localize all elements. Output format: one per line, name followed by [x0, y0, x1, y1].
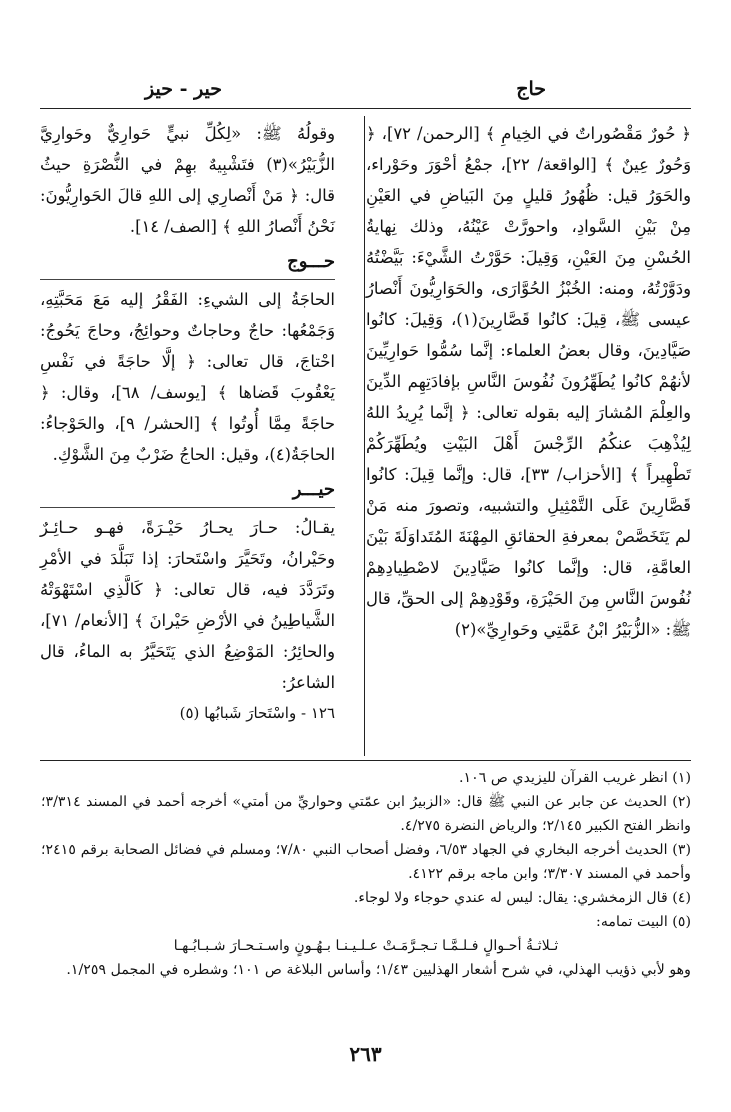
page-header-left: حير - حيز	[145, 78, 223, 100]
footnote: (٢) الحديث عن جابر عن النبي ﷺ قال: «الزبيرُ ابن عمّتي وحواريِّ من أمتي» أخرجه أحمد في المسند ٣/٣١٤؛ وانظر الفتح الكبير ٢/١٤٥؛ والرياض النضرة ٤/٢٧٥.	[41, 794, 691, 834]
footnote: (١) انظر غريب القرآن لليزيدي ص ١٠٦.	[458, 770, 691, 786]
left-column	[40, 118, 335, 729]
footnote: (٥) البيت تمامه:	[596, 914, 691, 930]
page-header-right: حاج	[516, 78, 546, 100]
footnote-rule	[40, 760, 691, 761]
footnotes	[41, 766, 691, 982]
footnote-verse: ثـلاثـةُ أحـوالٍ فـلـمَّـا تـجـرَّمَـتْ عـلـيـنـا بـهُـونٍ واسـتـحـارَ شـبـابُـهـا	[173, 938, 559, 954]
entry-text-hwj: الحاجَةُ إلى الشيءِ: الفَقْرُ إليه مَعَ مَحَبَّتِهِ، وَجَمْعُها: حاجٌ وحاجاتٌ وحوائِجُ، وحاجَ يَحُوجُ: احْتاجَ، قال تعالى: ﴿ إلَّا حاجَةً في نَفْسِ يَعْقُوبَ قَضاها ﴾ [يوسف/ ٦٨]، وقال: ﴿ حاجَةً مِمَّا أُوتُوا ﴾ [الحشر/ ٩]، والحَوْجاءُ: الحاجَةُ(٤)، وقيل: الحاجُ ضَرْبٌ مِنَ الشَّوْكِ.	[40, 290, 335, 464]
entry-text-hyr: يقـالُ: حـارَ يحـارُ حَيْـرَةً، فهـو حـائِـرٌ وحَيْرانُ، وتَحَيَّرَ واسْتَحارَ: إذا تَبَلَّدَ في الأمْرِ وتَرَدَّدَ فيه، قال تعالى: ﴿ كَالَّذِي اسْتَهْوَتْهُ الشَّياطِينُ في الأرْضِ حَيْرانَ ﴾ [الأنعام/ ٧١]، والحائِرُ: المَوْضِعُ الذي يَتَحَيَّرُ به الماءُ، قال الشاعرُ:	[40, 518, 335, 692]
right-column-text: ﴿ حُورٌ مَقْصُوراتٌ في الخِيامِ ﴾ [الرحمن/ ٧٢]، ﴿ وَحُورٌ عِينٌ ﴾ [الواقعة/ ٢٢]، جمْعُ أحْوَرَ وحَوْراء، والحَوَرُ قيل: ظُهُورُ قليلٍ مِنَ البَياضِ في العَيْنِ مِنْ بَيْنِ السَّوادِ، واحورَّتْ عَيْنُهُ، وذلك نِهايةُ الحُسْنِ مِنَ العَيْنِ، وَقِيلَ: حَوَّرْتُ الشَّيْءَ: بَيَّضْتُهُ ودَوَّرْتُهُ، ومنه: الخُبْزُ الحُوَّارَى، والحَوَارِيُّونَ أَنْصارُ عيسى ﷺ، قِيلَ: كانُوا قَصَّارِينَ(١)، وَقِيلَ: كانُوا صَيَّادِينَ، وقال بعضُ العلماء: إنَّما سُمُّوا حَوارِيِّينَ لأنهُمْ كانُوا يُطَهِّرُونَ نُفُوسَ النَّاسِ بإفادَتِهِم الدِّينَ والعِلْمَ المُشارَ إليه بقوله تعالى: ﴿ إنَّما يُرِيدُ اللهُ لِيُذْهِبَ عنكُمُ الرِّجْسَ أَهْلَ البَيْتِ ويُطَهِّرَكُمْ تَطْهِيراً ﴾ [الأحزاب/ ٣٣]، قال: وإنَّما قِيلَ: كانُوا قَصَّارِينَ عَلَى التَّمْثِيلِ والتشبيه، وتصورَ منه مَنْ لم يَتَخَصَّصْ بمعرفةِ الحقائقِ المِهْنَةَ المُتَداوَلَةَ بَيْنَ العامَّةِ، قال: وإنَّما كانُوا صَيَّادِينَ لاصْطِيادِهِمْ نُفُوسَ النَّاسِ مِنَ الحَيْرَةِ، وقَوْدِهِمْ إلى الحقِّ، قال ﷺ: «الزُّبَيْرُ ابْنُ عَمَّتِي وحَوارِيِّ»(٢)	[366, 124, 692, 639]
left-intro-text: وقولُهُ ﷺ: «لِكُلِّ نبيٍّ حَوارِيٌّ وحَوارِيَّ الزُّبَيْرُ»(٣) فتَشْبِيهٌ بهِمْ في النُّصْرَةِ حيثُ قال: ﴿ مَنْ أَنْصارِي إلى اللهِ قالَ الحَوارِيُّونَ: نَحْنُ أَنْصارُ اللهِ ﴾ [الصف/ ١٤].	[40, 124, 335, 236]
heading-rule	[40, 507, 335, 508]
footnote: (٤) قال الزمخشري: يقال: ليس له عندي حوجاء ولا لوجاء.	[353, 890, 691, 906]
column-divider	[364, 116, 365, 756]
page-number: ٢٦٣	[349, 1042, 382, 1066]
poem-citation: ١٢٦ - واسْتَحارَ شَبابُها (٥)	[179, 704, 335, 722]
footnote: (٣) الحديث أخرجه البخاري في الجهاد ٦/٥٣، وفضل أصحاب النبي ٧/٨٠؛ ومسلم في فضائل الصحابة برقم ٢٤١٥؛ وأحمد في المسند ٣/٣٠٧؛ وابن ماجه برقم ٤١٢٢.	[41, 842, 691, 882]
entry-heading-hwj: حـــوج	[287, 251, 335, 272]
heading-rule	[40, 279, 335, 280]
footnote-verse-source: وهو لأبي ذؤيب الهذلي، في شرح أشعار الهذليين ١/٤٣؛ وأساس البلاغة ص ١٠١؛ وشطره في المجمل ١/٢٥٩.	[66, 962, 691, 978]
entry-heading-hyr: حيـــر	[292, 479, 335, 500]
header-rule	[40, 108, 691, 109]
right-column	[366, 118, 691, 645]
